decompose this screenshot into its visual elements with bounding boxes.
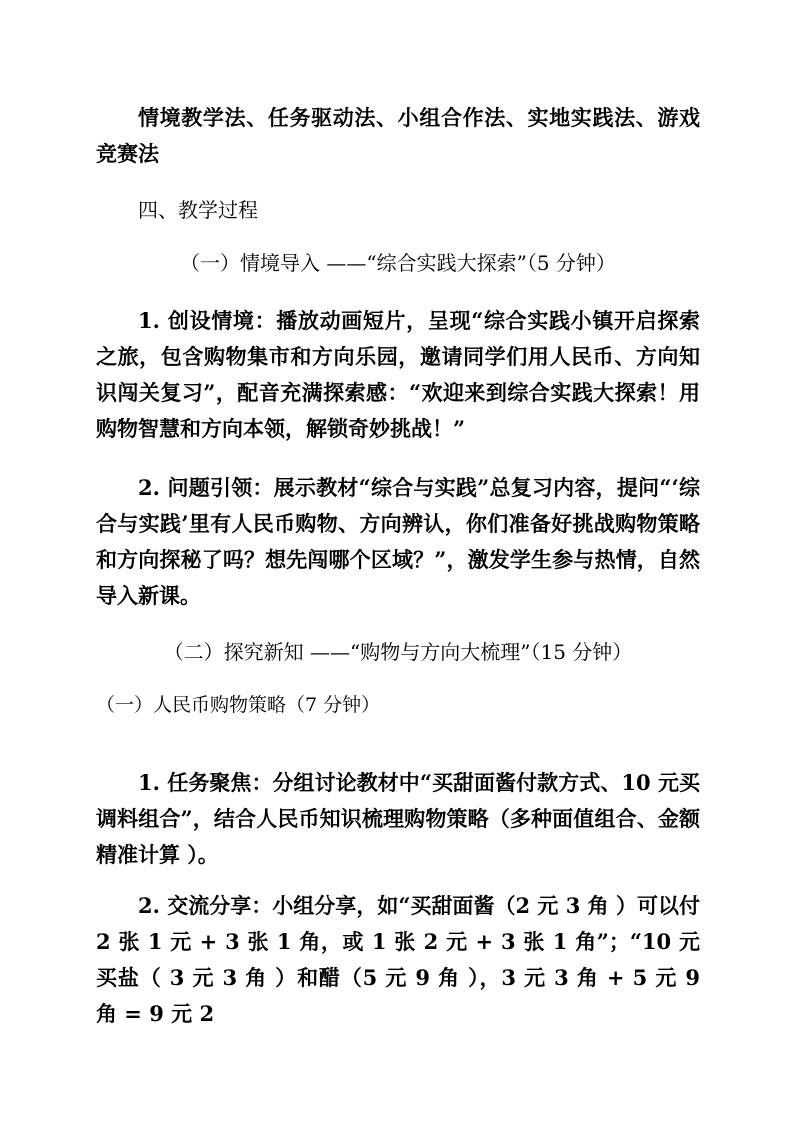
paragraph-question-lead: 2. 问题引领：展示教材“综合与实践”总复习内容，提问“‘综合与实践’里有人民币购物、方向辨认，你们准备好挑战购物策略和方向探秘了吗？想先闯哪个区域？”，激发学生参与热情，自然导入新课。 <box>96 475 700 608</box>
paragraph-sharing: 2. 交流分享：小组分享，如“买甜面酱（2 元 3 角 ）可以付 2 张 1 元 + 3 张 1 角，或 1 张 2 元 + 3 张 1 角”；“10 元买盐（ 3 元 3 角 ）和醋（5 元 9 角 ），3 元 3 角 + 5 元 9 角 = 9 元 2 <box>96 893 700 1026</box>
paragraph-task-focus: 1. 任务聚焦：分组讨论教材中“买甜面酱付款方式、10 元买调料组合”，结合人民币知识梳理购物策略（多种面值组合、金额精准计算 ）。 <box>96 770 700 867</box>
part-one-title: （一）情境导入 ——“综合实践大探索”（5 分钟） <box>180 251 616 275</box>
part-two-title: （二）探究新知 ——“购物与方向大梳理”（15 分钟） <box>163 640 633 664</box>
subsection-title: （一）人民币购物策略（7 分钟） <box>96 694 381 716</box>
section-heading: 四、教学过程 <box>138 198 258 222</box>
paragraph-create-scenario: 1. 创设情境：播放动画短片，呈现“综合实践小镇开启探索之旅，包含购物集市和方向乐园，邀请同学们用人民币、方向知识闯关复习”，配音充满探索感：“欢迎来到综合实践大探索！用购物智慧和方向本领，解锁奇妙挑战！” <box>96 308 700 441</box>
teaching-methods-text: 情境教学法、任务驱动法、小组合作法、实地实践法、游戏竞赛法 <box>96 105 700 166</box>
